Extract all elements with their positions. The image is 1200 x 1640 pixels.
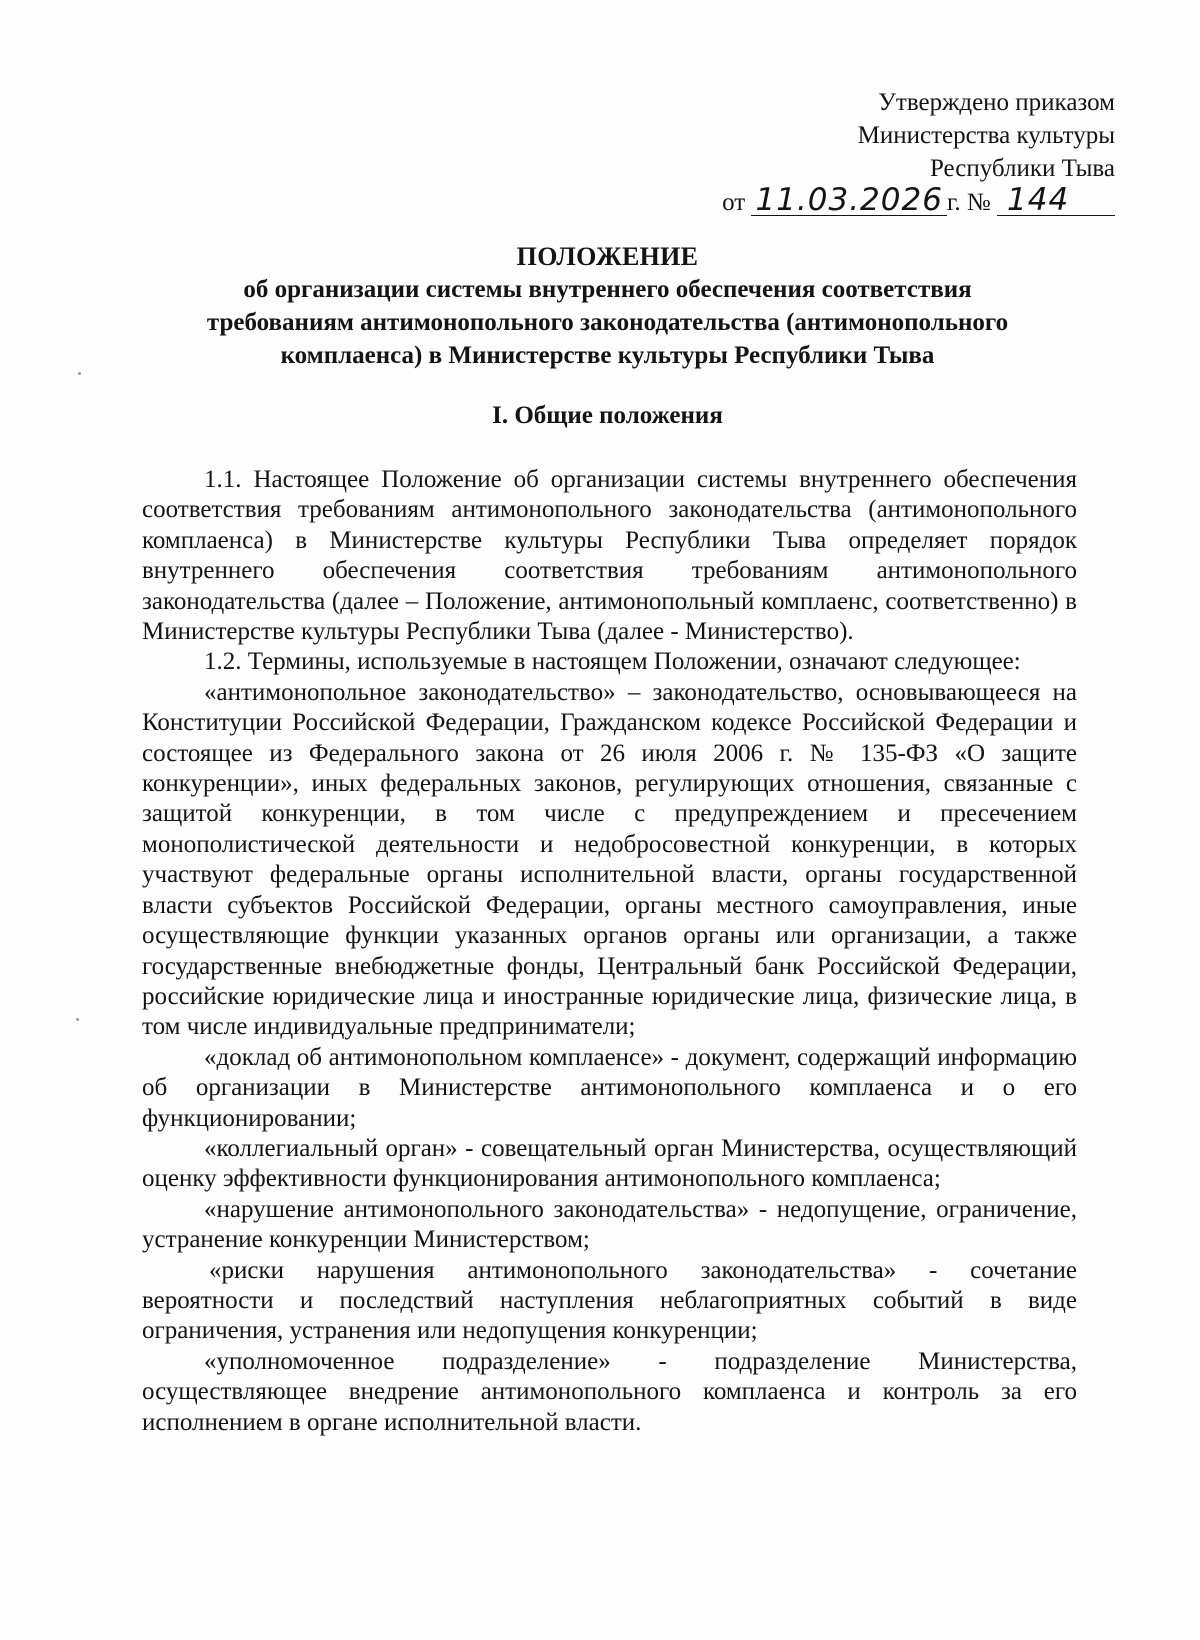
title-main: ПОЛОЖЕНИЕ — [516, 242, 699, 271]
term-violation: «нарушение антимонопольного законодательства» - недопущение, ограничение, устранение конкуренции Министерством; — [142, 1195, 1077, 1254]
approval-line-2: Министерства культуры — [857, 122, 1115, 149]
title-line-2: требованиям антимонопольного законодательства (антимонопольного — [206, 309, 1009, 336]
term-collegial-body: «коллегиальный орган» - совещательный орган Министерства, осуществляющий оценку эффективности функционирования антимонопольного комплаенса; — [142, 1134, 1077, 1193]
scan-speck — [76, 1018, 79, 1021]
term-violation-risks: «риски нарушения антимонопольного законодательства» - сочетание вероятности и последствий наступления неблагоприятных событий в виде ограничения, устранения или недопущения конкуренции; — [142, 1256, 1077, 1345]
date-suffix: г. № — [946, 189, 991, 216]
approval-line-1: Утверждено приказом — [878, 89, 1115, 116]
date-prefix: от — [722, 189, 746, 216]
approval-line-3: Республики Тыва — [929, 155, 1115, 182]
section-heading: I. Общие положения — [492, 402, 723, 429]
handwritten-date: 11.03.2026 — [751, 185, 947, 216]
term-antimonopoly-law: «антимонопольное законодательство» – законодательство, основывающееся на Конституции Российской Федерации, Гражданском кодексе Российской Федерации и состоящее из Федерального закона от 26 июля 2006 г. № 135-ФЗ «О защите конкуренции», иных федеральных законов, регулирующих отношения, связанные с защитой конкуренции, в том числе с предупреждением и пресечением монополистической деятельности и недобросовестной конкуренции, в которых участвуют федеральные органы исполнительной власти, органы государственной власти субъектов Российской Федерации, органы местного самоуправления, иные осуществляющие функции указанных органов органы или организации, а также государственные внебюджетные фонды, Центральный банк Российской Федерации, российские юридические лица и иностранные юридические лица, физические лица, в том числе индивидуальные предприниматели; — [142, 678, 1077, 1041]
paragraph-1-2: 1.2. Термины, используемые в настоящем Положении, означают следующее: — [204, 648, 1021, 676]
approval-date-line — [722, 182, 1115, 219]
approval-stamp-block — [722, 86, 1115, 219]
scan-speck — [78, 372, 81, 375]
title-line-1: об организации системы внутреннего обеспечения соответствия — [243, 276, 972, 303]
term-compliance-report: «доклад об антимонопольном комплаенсе» - документ, содержащий информацию об организации в Министерстве антимонопольного комплаенса и о его функционировании; — [142, 1043, 1077, 1132]
document-body — [142, 465, 1077, 1438]
term-authorized-unit: «уполномоченное подразделение» - подразделение Министерства, осуществляющее внедрение антимонопольного комплаенса и контроль за его исполнением в органе исполнительной власти. — [142, 1347, 1077, 1436]
paragraph-1-1: 1.1. Настоящее Положение об организации системы внутреннего обеспечения соответствия требованиям антимонопольного законодательства (антимонопольного комплаенса) в Министерстве культуры Республики Тыва определяет порядок внутреннего обеспечения соответствия требованиям антимонопольного законодательства (далее – Положение, антимонопольный комплаенс, соответственно) в Министерстве культуры Республики Тыва (далее - Министерство). — [142, 466, 1077, 646]
handwritten-order-number: 144 — [997, 185, 1115, 216]
document-title — [140, 240, 1075, 372]
title-line-3: комплаенса) в Министерстве культуры Республики Тыва — [280, 342, 935, 369]
